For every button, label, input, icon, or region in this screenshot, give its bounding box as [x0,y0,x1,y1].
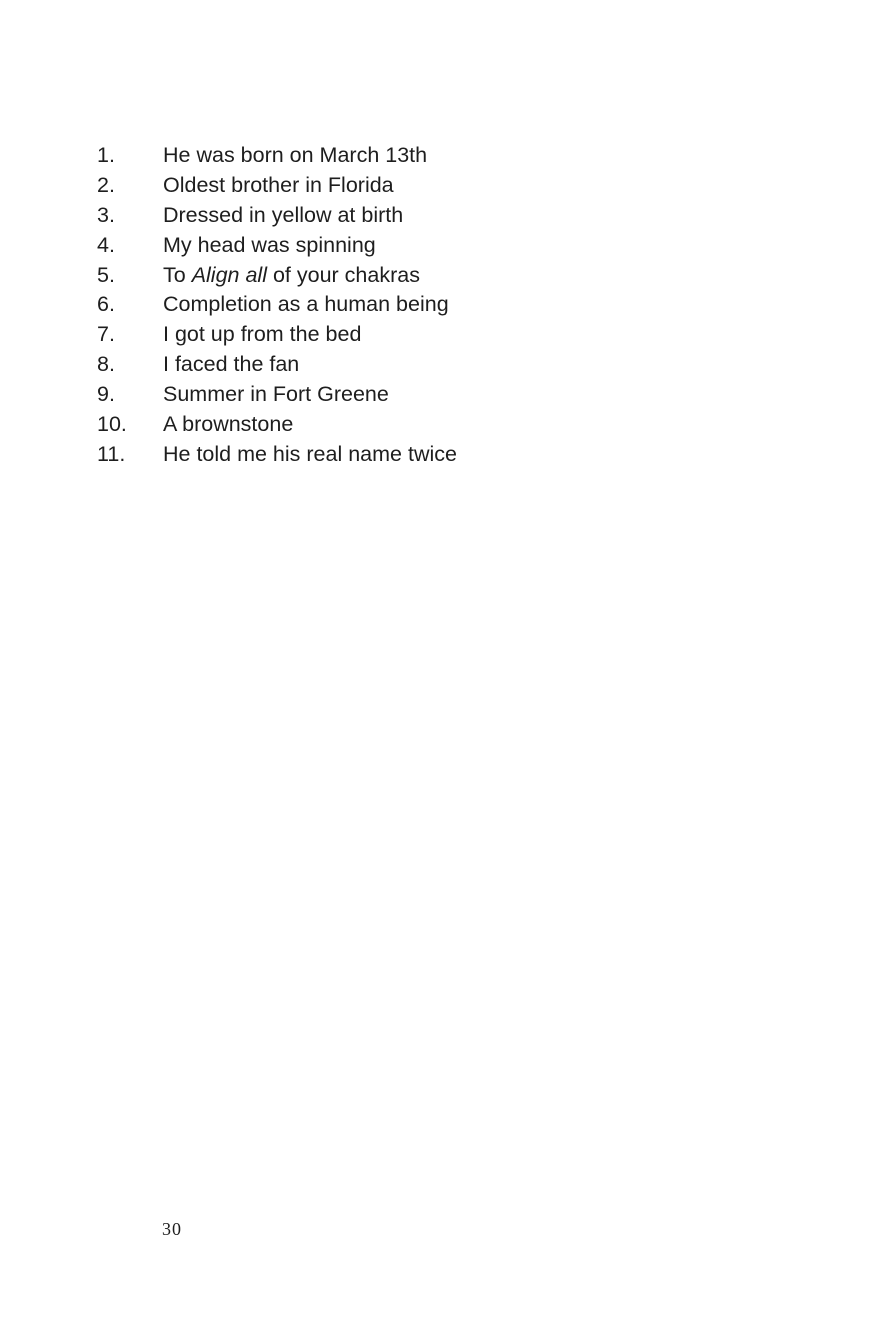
list-item [97,410,457,440]
list-item [97,380,457,410]
list-item-text: I got up from the bed [163,322,362,347]
list-item-number: 5. [97,262,115,287]
list-item-number: 8. [97,352,115,377]
page-number: 30 [162,1219,182,1239]
list-item-text: My head was spinning [163,232,376,257]
list-item [97,201,457,231]
list-item-text-before: To [163,262,192,287]
list-item-text: He was born on March 13th [163,143,428,167]
list-item [97,290,457,320]
list-item-text: I faced the fan [163,352,300,377]
list-item-number: 9. [97,382,115,407]
list-item-text: Dressed in yellow at birth [163,202,404,227]
list-item [97,440,457,470]
list-item-text: He told me his real name twice [163,441,457,466]
list-item-text: Completion as a human being [163,292,449,317]
list-item [97,350,457,380]
list-item-text: Summer in Fort Greene [163,382,389,407]
list-item-number: 3. [97,202,115,227]
list-item-text [163,261,420,291]
list-item-number: 2. [97,172,115,197]
list-item-text-after: of your chakras [266,262,420,287]
list-item-number: 11. [97,441,126,466]
list-item [97,231,457,261]
numbered-list [97,141,457,470]
list-item [97,261,457,291]
list-item [97,171,457,201]
list-item-text: Oldest brother in Florida [163,172,394,197]
list-item-number: 7. [97,322,115,347]
list-item-number: 4. [97,232,115,257]
list-item-text-italic: Align all [191,262,267,287]
list-item [97,320,457,350]
list-item-number: 6. [97,292,115,317]
list-item-number: 1. [97,143,115,167]
list-item-text: A brownstone [163,412,294,437]
list-item [97,141,457,171]
list-item-number: 10. [97,412,127,437]
